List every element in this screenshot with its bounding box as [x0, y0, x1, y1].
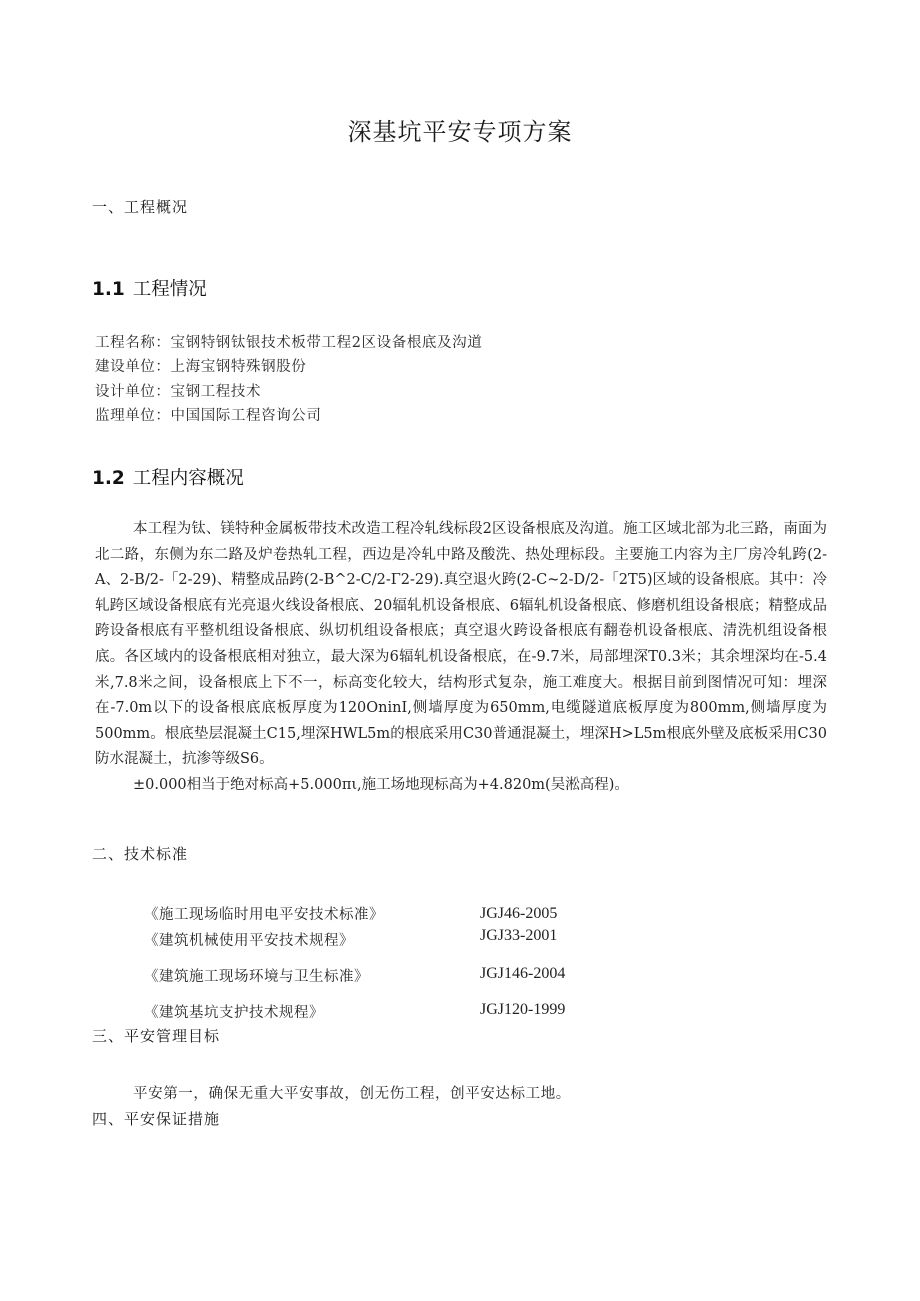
section-heading-management: 三、平安管理目标 [92, 1027, 221, 1045]
construction-unit-line: 建设单位：上海宝钢特殊钢股份 [95, 359, 307, 375]
page-title: 深基坑平安专项方案 [347, 118, 573, 146]
content-overview-body [95, 517, 827, 799]
standard-name: 《施工现场临时用电平安技术标准》 [144, 907, 384, 923]
standard-name: 《建筑施工现场环境与卫生标准》 [144, 969, 369, 985]
standard-name: 《建筑机械使用平安技术规程》 [144, 933, 354, 949]
subsection-title: 工程情况 [132, 279, 207, 300]
elevation-paragraph: ±0.000相当于绝对标高+5.000πι,施工场地现标高为+4.820m(吴淞高程)。 [133, 776, 629, 793]
standard-code: JGJ146-2004 [480, 965, 566, 982]
standard-code: JGJ33-2001 [480, 927, 558, 944]
management-goal-text: 平安第一，确保无重大平安事故，创无伤工程，创平安达标工地。 [133, 1086, 571, 1102]
standard-code: JGJ120-1999 [480, 1001, 566, 1018]
section-heading-measures: 四、平安保证措施 [92, 1110, 221, 1128]
project-name-line: 工程名称：宝钢特钢钛银技术板带工程2区设备根底及沟道 [95, 335, 483, 351]
supervision-unit-line: 监理单位：中国国际工程咨询公司 [95, 408, 322, 424]
overview-paragraph: 本工程为钛、镁特种金属板带技术改造工程冷轧线标段2区设备根底及沟道。施工区域北部为北三路，南面为北二路，东侧为东二路及炉卷热轧工程，西边是冷轧中路及酸洗、热处理标段。主要施工内容为主厂房冷轧跨(2-A、2-B/2-「2-29)、精整成品跨(2-B^2-C/2-Γ2-29).真空退火跨(2-C~2-D/2-「2T5)区域的设备根底。其中：冷轧跨区域设备根底有光亮退火线设备根底、20辐轧机设备根底、6辐轧机设备根底、修磨机组设备根底；精整成品跨设备根底有平整机组设备根底、纵切机组设备根底；真空退火跨设备根底有翻卷机设备根底、清洗机组设备根底。各区域内的设备根底相对独立，最大深为6辐轧机设备根底，在-9.7米，局部埋深T0.3米；其余埋深均在-5.4米,7.8米之间，设备根底上下不一，标高变化较大，结构形式复杂，施工难度大。根据目前到图情况可知：埋深在-7.0m以下的设备根底底板厚度为120OninI,侧墙厚度为650mm,电缆隧道底板厚度为800mm,侧墙厚度为500mm。根底垫层混凝土C15,埋深HWL5m的根底采用C30普通混凝土，埋深H>L5m根底外壁及底板采用C30防水混凝土，抗渗等级S6。 [95, 521, 827, 768]
subsection-heading-1-1 [92, 275, 207, 301]
standard-code: JGJ46-2005 [480, 905, 558, 922]
design-unit-line: 设计单位：宝钢工程技术 [95, 384, 262, 400]
section-heading-overview: 一、工程概况 [92, 198, 189, 216]
section-heading-standards: 二、技术标准 [92, 845, 189, 863]
standard-name: 《建筑基坑支护技术规程》 [144, 1005, 324, 1021]
subsection-number: 1.2 [92, 468, 125, 489]
subsection-number: 1.1 [92, 279, 125, 300]
subsection-heading-1-2 [92, 464, 244, 490]
subsection-title: 工程内容概况 [132, 468, 244, 489]
